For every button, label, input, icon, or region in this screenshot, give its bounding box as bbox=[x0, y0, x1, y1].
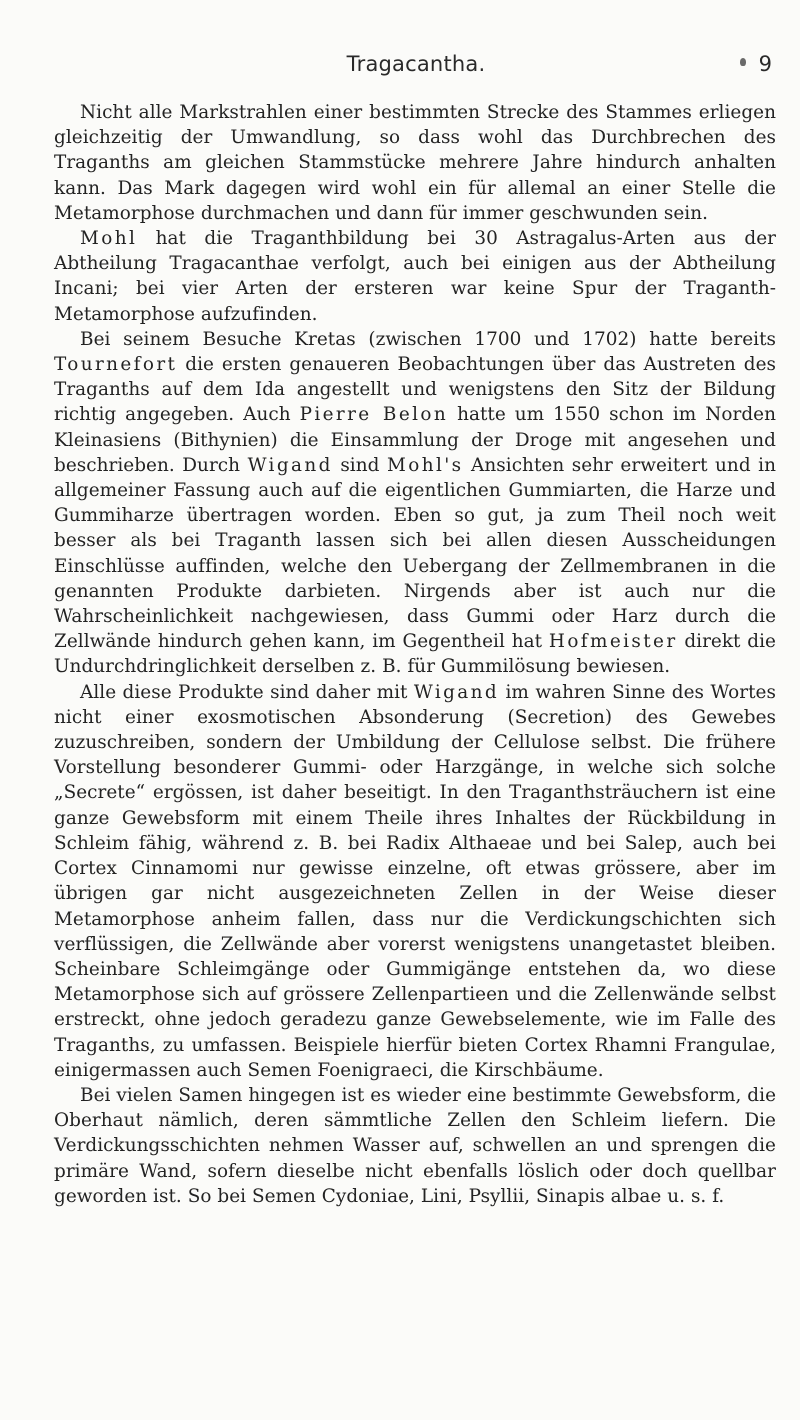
text-segment: sind bbox=[332, 454, 387, 476]
paragraph-2 bbox=[54, 226, 776, 327]
text-segment: Nicht alle Markstrahlen einer bestimmten Strecke des Stammes erliegen gleichzeitig der Umwandlung, so dass wohl das Durchbrechen des Traganths am gleichen Stammstücke mehrere Jahre hindurch anhalten kann. Das Mark dagegen wird wohl ein für allemal an einer Stelle die Metamorphose durchmachen und dann für immer geschwunden sein. bbox=[54, 102, 776, 224]
text-segment: Ansichten sehr erweitert und in allgemeiner Fassung auch auf die eigentlichen Gummiarten, die Harze und Gummiharze übertragen worden. Eben so gut, ja zum Theil noch weit besser als bei Traganth lassen sich bei allen diesen Ausscheidungen Einschlüsse auffinden, welche den Uebergang der Zellmembranen in die genannten Produkte darbieten. Nirgends aber ist auch nur die Wahrscheinlichkeit nachgewiesen, dass Gummi oder Harz durch die Zellwände hindurch gehen kann, im Gegentheil hat bbox=[54, 454, 777, 653]
paragraph-4 bbox=[54, 680, 776, 1083]
author-name: Mohl bbox=[80, 228, 138, 250]
page-header bbox=[60, 52, 772, 82]
author-name: Hofmeister bbox=[548, 631, 678, 653]
text-segment: direkt die Undurchdringlichkeit derselben z. B. für Gummilösung bewiesen. bbox=[54, 631, 776, 678]
text-segment: hat die Traganthbildung bei 30 Astragalus-Arten aus der Abtheilung Tragacanthae verfolgt, auch bei einigen aus der Abtheilung Incani; bei vier Arten der ersteren war keine Spur der Traganth-Metamorphose aufzufinden. bbox=[54, 228, 776, 325]
text-segment: im wahren Sinne des Wortes nicht einer exosmotischen Absonderung (Secretion) des Gewebes zuzuschreiben, sondern der Umbildung der Cellulose selbst. Die frühere Vorstellung besonderer Gummi- oder Harzgänge, in welche sich solche „Secrete“ ergössen, ist daher beseitigt. In den Traganthsträuchern ist eine ganze Gewebsform mit einem Theile ihres Inhaltes der Rückbildung in Schleim fähig, während z. B. bei Radix Althaeae und bei Salep, auch bei Cortex Cinnamomi nur gewisse einzelne, oft etwas grössere, aber im übrigen gar nicht ausgezeichneten Zellen in der Weise dieser Metamorphose anheim fallen, dass nur die Verdickungschichten sich verflüssigen, die Zellwände aber vorerst wenigstens unangetastet bleiben. Scheinbare Schleimgänge oder Gummigänge entstehen da, wo diese Metamorphose sich auf grössere Zellenpartieen und die Zellenwände selbst erstreckt, ohne jedoch geradezu ganze Gewebselemente, wie im Falle des Traganths, zu umfassen. Beispiele hierfür bieten Cortex Rhamni Frangulae, einigermassen auch Semen Foenigraeci, die Kirschbäume. bbox=[54, 681, 776, 1081]
paragraph-5 bbox=[54, 1083, 776, 1209]
author-name: Mohl's bbox=[387, 454, 464, 476]
text-segment: hatte um 1550 schon im Norden Kleinasiens (Bithynien) die Einsammlung der Droge mit angesehen und beschrieben. Durch bbox=[54, 404, 776, 476]
author-name: Pierre Belon bbox=[299, 404, 449, 426]
page-number: 9 bbox=[758, 52, 772, 76]
text-segment: die ersten genaueren Beobachtungen über das Austreten des Traganths auf dem Ida angestellt und wenigstens den Sitz der Bildung richtig angegeben. Auch bbox=[54, 354, 776, 426]
text-segment: Bei vielen Samen hingegen ist es wieder eine bestimmte Gewebsform, die Oberhaut nämlich, deren sämmtliche Zellen den Schleim liefern. Die Verdickungsschichten nehmen Wasser auf, schwellen an und sprengen die primäre Wand, sofern dieselbe nicht ebenfalls löslich oder doch quellbar geworden ist. So bei Semen Cydoniae, Lini, Psyllii, Sinapis albae u. s. f. bbox=[54, 1084, 776, 1207]
author-name: Tournefort bbox=[54, 354, 178, 376]
paragraph-1 bbox=[54, 100, 776, 226]
author-name: Wigand bbox=[247, 454, 333, 476]
paragraph-3 bbox=[54, 327, 776, 680]
author-name: Wigand bbox=[413, 681, 500, 703]
body-text bbox=[54, 100, 776, 1209]
text-segment: Bei seinem Besuche Kretas (zwischen 1700 und 1702) hatte bereits bbox=[80, 328, 776, 350]
text-segment: Alle diese Produkte sind daher mit bbox=[80, 681, 414, 703]
running-title: Tragacantha. bbox=[346, 52, 486, 76]
ink-mark-icon bbox=[740, 58, 746, 66]
